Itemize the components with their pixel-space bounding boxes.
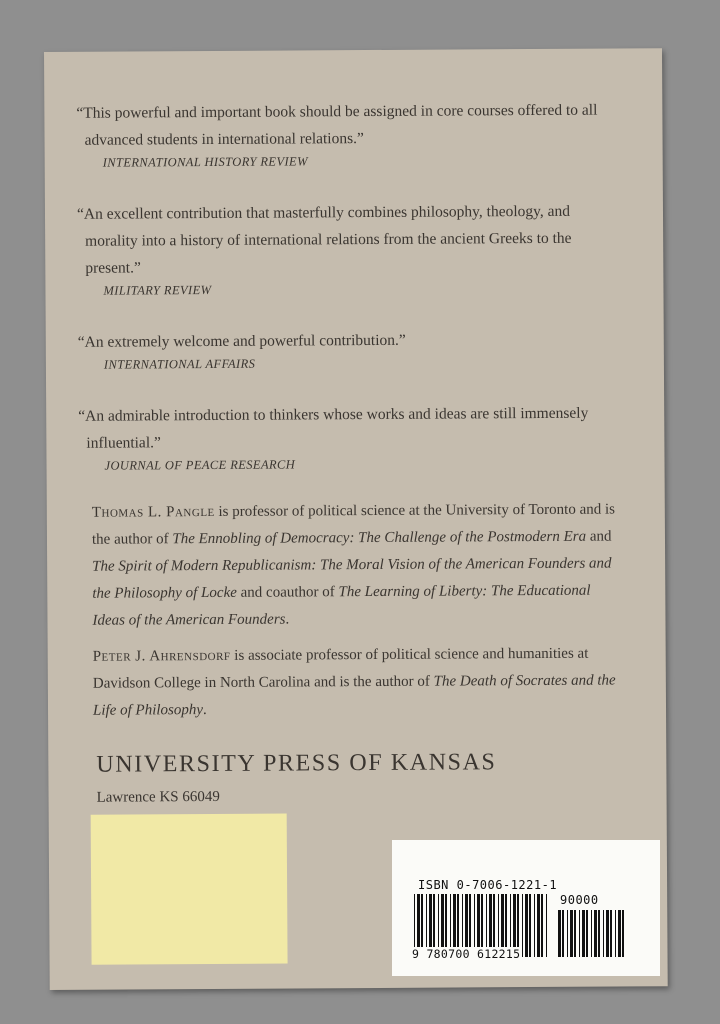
- barcode-bar: [574, 910, 576, 957]
- barcode-bar: [594, 910, 597, 957]
- review-blurb: [76, 326, 616, 373]
- review-blurb: [75, 198, 616, 299]
- barcode-bar: [579, 910, 580, 957]
- barcode-bar: [586, 910, 588, 957]
- barcode-bar: [615, 910, 616, 957]
- review-blurb: [74, 97, 614, 171]
- bio-text: is associate professor of political science and humanities at Davidson College in North Carolina and is the author of: [92, 645, 589, 692]
- review-quote: “An excellent contribution that masterfully combines philosophy, theology, and morality into a history of international relations from the ancient Greeks to the present.”: [76, 202, 572, 277]
- barcode-bar: [582, 910, 585, 957]
- ean-number: 9 780700 612215: [412, 947, 521, 961]
- barcode-bar: [570, 910, 573, 957]
- author-bio-pangle: [92, 496, 623, 634]
- barcode-bar: [529, 894, 531, 957]
- author-bio-ahrensdorf: [93, 640, 623, 724]
- review-blurbs: [74, 97, 616, 504]
- bio-text: is professor of political science at the University of Toronto and is the author of: [91, 501, 616, 548]
- book-title: The Learning of Liberty: The Educational Ideas of the American Founders: [92, 582, 591, 629]
- barcode-bar: [622, 910, 624, 957]
- price-sticker: [91, 814, 288, 965]
- barcode-bar: [598, 910, 600, 957]
- review-quote: “This powerful and important book should be assigned in core courses offered to all advanced students in international relations.”: [76, 101, 598, 149]
- book-title: The Spirit of Modern Republicanism: The Moral Vision of the American Founders and the Philosophy of Locke: [92, 555, 612, 602]
- barcode-bar: [546, 894, 547, 957]
- barcode-addon: [558, 910, 624, 957]
- review-source: JOURNAL OF PEACE RESEARCH: [104, 457, 296, 473]
- bio-text: and coauthor of: [236, 584, 339, 601]
- bio-text: .: [285, 611, 290, 628]
- barcode-bar: [558, 910, 561, 957]
- publisher-location: Lawrence KS 66049: [96, 788, 220, 806]
- bio-text: and: [586, 528, 612, 545]
- barcode-bar: [618, 910, 621, 957]
- barcode-bar: [534, 894, 535, 957]
- publisher-name: UNIVERSITY PRESS OF KANSAS: [96, 749, 497, 778]
- book-title: The Death of Socrates and the Life of Philosophy: [92, 672, 616, 719]
- review-quote: “An admirable introduction to thinkers whose works and ideas are still immensely influential.”: [78, 404, 589, 452]
- barcode-bar: [562, 910, 564, 957]
- review-quote: “An extremely welcome and powerful contribution.”: [77, 331, 406, 351]
- author-name: Peter J. Ahrensdorf: [92, 647, 231, 665]
- barcode-bar: [606, 910, 609, 957]
- barcode-bar: [610, 910, 612, 957]
- barcode-bar: [537, 894, 540, 957]
- barcode-label: [392, 840, 660, 976]
- review-source: MILITARY REVIEW: [103, 282, 212, 298]
- barcode-bar: [567, 910, 568, 957]
- barcode-bar: [525, 894, 528, 957]
- review-source: INTERNATIONAL HISTORY REVIEW: [102, 154, 308, 170]
- bio-text: .: [202, 702, 207, 719]
- barcode-addon-number: 90000: [560, 893, 599, 907]
- barcode-bar: [603, 910, 604, 957]
- review-blurb: [76, 400, 616, 474]
- book-title: The Ennobling of Democracy: The Challenge of the Postmodern Era: [172, 528, 587, 548]
- isbn-number: ISBN 0-7006-1221-1: [418, 878, 558, 892]
- author-name: Thomas L. Pangle: [91, 503, 215, 521]
- review-source: INTERNATIONAL AFFAIRS: [103, 356, 256, 372]
- barcode-bar: [541, 894, 543, 957]
- barcode-bar: [591, 910, 592, 957]
